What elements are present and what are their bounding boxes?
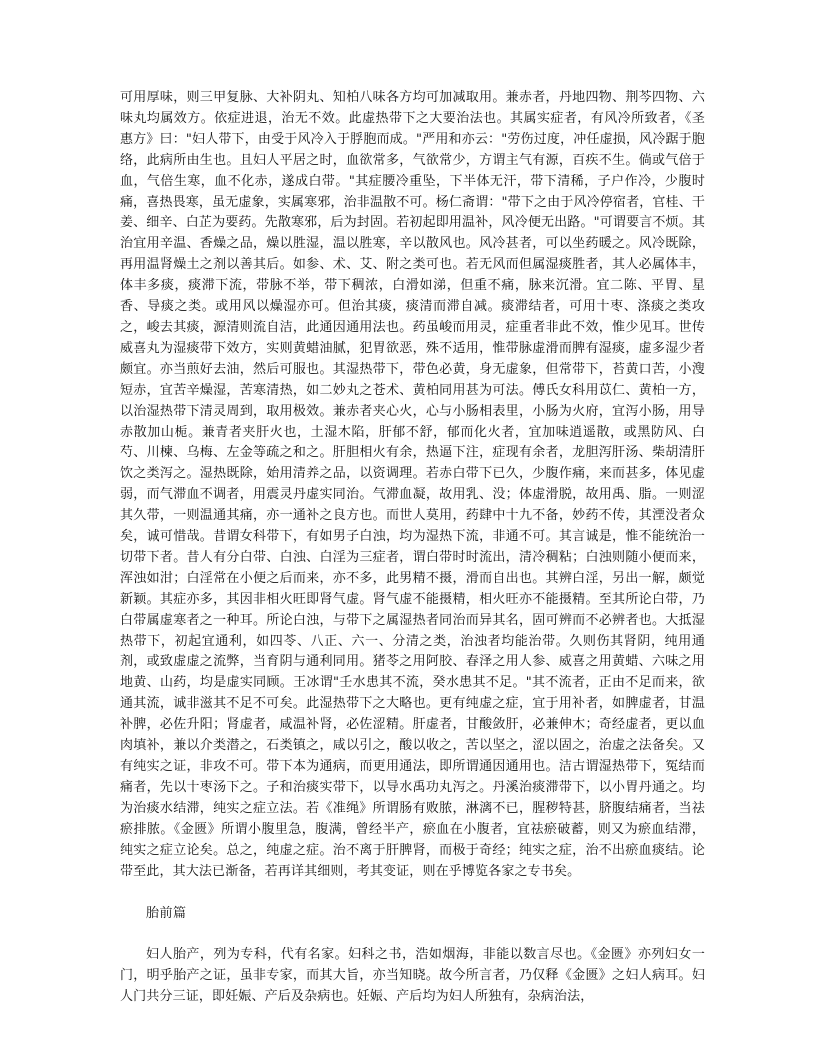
body-paragraph-2: 妇人胎产，列为专科，代有名家。妇科之书，浩如烟海，非能以数言尽也。《金匮》亦列妇女一门，明乎胎产之证，虽非专家，而其大旨，亦当知晓。故今所言者，乃仅释《金匮》之妇人病耳。妇人门共分三证，即妊娠、产后及杂病也。妊娠、产后均为妇人所独有，杂病治法， [120,947,705,1005]
document-page [120,88,705,1008]
section-heading: 胎前篇 [146,906,187,922]
body-paragraph-1: 可用厚味，则三甲复脉、大补阴丸、知柏八味各方均可加减取用。兼赤者，丹地四物、荆芩四物、六味丸均属效方。依症进退，治无不效。此虚热带下之大要治法也。其属实症者，有风冷所致者，《圣惠方》曰："妇人带下，由受于风冷入于脬胞而成。"严用和亦云："劳伤过度，冲任虚损，风冷踞于胞络，此病所由生也。且妇人平居之时，血欲常多，气欲常少，方谓主气有源，百疾不生。倘或气倍于血，气倍生寒，血不化赤，遂成白带。"其症腰冷重坠，下半体无汗，带下清稀，子户作冷，少腹时痛，喜热畏寒，虽无虚象，实属寒邪，治非温散不可。杨仁斋谓："带下之由于风冷停宿者，官桂、干姜、细辛、白芷为要药。先散寒邪，后为封固。若初起即用温补，风冷便无出路。"可谓要言不烦。其治宜用辛温、香燥之品，燥以胜湿，温以胜寒，辛以散风也。风冷甚者，可以坐药暖之。风冷既除，再用温肾燥土之剂以善其后。如参、术、艾、附之类可也。若无风而但属湿痰胜者，其人必属体丰，体丰多痰，痰滞下流，带脉不举，带下稠浓，白滑如涕，但重不痛，脉来沉滑。宜二陈、平胃、星香、导痰之类。或用风以燥湿亦可。但治其痰，痰清而滞自减。痰滞结者，可用十枣、涤痰之类攻之，峻去其痰，源清则流自洁，此通因通用法也。药虽峻而用灵，症重者非此不效，惟少见耳。世传威喜丸为湿痰带下效方，实则黄蜡油腻，犯胃欲恶，殊不适用，惟带脉虚滑而脾有湿痰，虚多湿少者颇宜。亦当煎好去油，然后可服也。其湿热带下，带色必黄，身无虚象，但常带下，苔黄口苦，小溲短赤，宜苦辛燥湿，苦寒清热，如二妙丸之苍术、黄柏同用甚为可法。傅氏女科用苡仁、黄柏一方，以治湿热带下清灵周到，取用极效。兼赤者夹心火，心与小肠相表里，小肠为火府，宜泻小肠，用导赤散加山栀。兼青者夹肝火也，土湿木陷，肝郁不舒，郁而化火者，宜加味逍遥散，或黑防风、白芍、川楝、乌梅、左金等疏之和之。肝胆相火有余，热逼下注，症现有余者，龙胆泻肝汤、柴胡清肝饮之类泻之。湿热既除，始用清养之品，以资调理。若赤白带下已久，少腹作痛，来而甚多，体见虚弱，而气滞血不调者，用震灵丹虚实同治。气滞血凝，故用乳、没；体虚滑脱，故用禹、脂。一则涩其久带，一则温通其痛，亦一通补之良方也。而世人莫用，药肆中十九不备，妙药不传，其湮没者众矣，诚可惜哉。昔谓女科带下，有如男子白浊，均为湿热下流，非通不可。其言诚是，惟不能统治一切带下者。昔人有分白带、白浊、白淫为三症者，谓白带时时流出，清冷稠粘；白浊则随小便而来，浑浊如泔；白淫常在小便之后而来，亦不多，此男精不摄，滑而自出也。其辨白淫，另出一解，颇觉新颖。其症亦多，其因非相火旺即肾气虚。肾气虚不能摄精，相火旺亦不能摄精。至其所论白带，乃白带属虚寒者之一种耳。所论白浊，与带下之属湿热者同治而异其名，固可辨而不必辨者也。大抵湿热带下，初起宜通利，如四苓、八正、六一、分清之类，治浊者均能治带。久则伤其肾阴，纯用通剂，或致虚虚之流弊，当育阴与通利同用。猪苓之用阿胶、春泽之用人参、威喜之用黄蜡、六味之用地黄、山药，均是虚实同顾。王冰谓"壬水患其不流，癸水患其不足。"其不流者，正由不足而来，欲通其流，诚非滋其不足不可矣。此湿热带下之大略也。更有纯虚之症，宜于用补者，如脾虚者，甘温补脾，必佐升阳；肾虚者，咸温补肾，必佐涩精。肝虚者，甘酸敛肝，必兼伸木；奇经虚者，更以血肉填补，兼以介类潜之，石类镇之，咸以引之，酸以收之，苦以坚之，涩以固之，治虚之法备矣。又有纯实之证，非攻不可。带下本为通病，而更用通法，即所谓通因通用也。洁古谓湿热带下，冤结而痛者，先以十枣汤下之。子和治痰实带下，以导水禹功丸泻之。丹溪治痰滞带下，以小胃丹通之。均为治痰水结滞，纯实之症立法。若《准绳》所谓肠有败脓，淋漓不已，腥秽特甚，脐腹结痛者，当祛瘀排脓。《金匮》所谓小腹里急，腹满，曾经半产，瘀血在小腹者，宜祛瘀破蓄，则又为瘀血结滞，纯实之症立论矣。总之，纯虚之症。治不离于肝脾肾，而极于奇经；纯实之症，治不出瘀血痰结。论带至此，其大法已渐备，若再详其细则，考其变证，则在乎博览各家之专书矣。 [120,90,705,879]
